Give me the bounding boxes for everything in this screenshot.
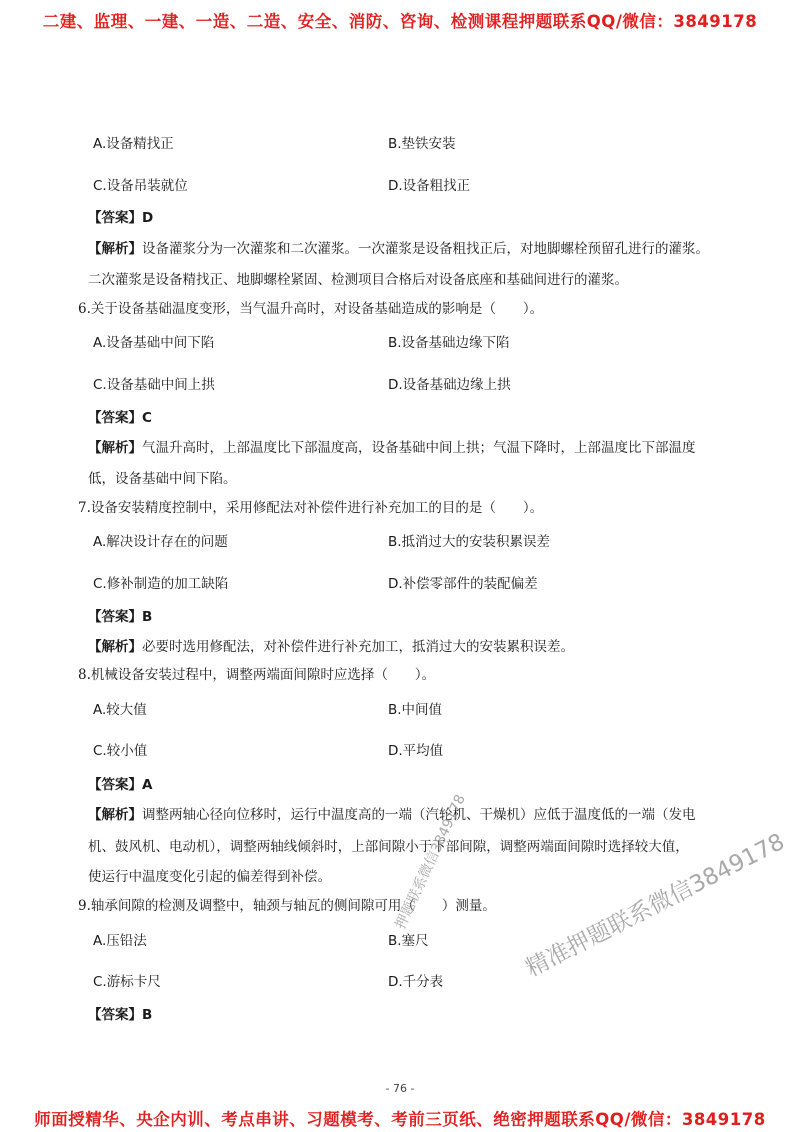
q6-option-c: C.设备基础中间上拱 [93, 377, 215, 393]
q9-option-d: D.千分表 [388, 974, 444, 990]
q7-question: 7.设备安装精度控制中，采用修配法对补偿件进行补充加工的目的是（ ）。 [78, 500, 544, 516]
q6-analysis-label: 【解析】 [88, 440, 142, 456]
q5-option-c: C.设备吊装就位 [93, 178, 188, 194]
q7-option-a: A.解决设计存在的问题 [93, 534, 228, 550]
q6-analysis-line-2: 低，设备基础中间下陷。 [88, 471, 237, 487]
q8-analysis-line-3: 使运行中温度变化引起的偏差得到补偿。 [88, 869, 331, 885]
q6-question: 6.关于设备基础温度变形，当气温升高时，对设备基础造成的影响是（ ）。 [78, 301, 544, 317]
q5-analysis-line-2: 二次灌浆是设备精找正、地脚螺栓紧固、检测项目合格后对设备底座和基础间进行的灌浆。 [88, 272, 628, 288]
q8-option-c: C.较小值 [93, 743, 148, 759]
q9-answer: 【答案】B [88, 1007, 153, 1023]
q9-option-a: A.压铅法 [93, 933, 147, 949]
q5-analysis-text-1: 设备灌浆分为一次灌浆和二次灌浆。一次灌浆是设备粗找正后，对地脚螺栓预留孔进行的灌浆。 [142, 241, 709, 257]
header-banner: 二建、监理、一建、一造、二造、安全、消防、咨询、检测课程押题联系QQ/微信：3849178 [42, 12, 758, 31]
q6-analysis-line-1 [88, 439, 696, 457]
q7-analysis-text-1: 必要时选用修配法，对补偿件进行补充加工，抵消过大的安装累积误差。 [142, 639, 574, 655]
q7-analysis-label: 【解析】 [88, 639, 142, 655]
q5-option-b: B.垫铁安装 [388, 136, 456, 152]
q8-answer: 【答案】A [88, 777, 153, 793]
q7-option-d: D.补偿零部件的装配偏差 [388, 576, 538, 592]
q7-option-b: B.抵消过大的安装积累误差 [388, 534, 551, 550]
q5-analysis-label: 【解析】 [88, 241, 142, 257]
q6-analysis-text-1: 气温升高时，上部温度比下部温度高，设备基础中间上拱；气温下降时，上部温度比下部温度 [142, 440, 696, 456]
q8-analysis-label: 【解析】 [88, 807, 142, 823]
watermark-small: 押题联系微信3849178 [392, 792, 469, 932]
q9-question: 9.轴承间隙的检测及调整中，轴颈与轴瓦的侧间隙可用（ ）测量。 [78, 898, 496, 914]
watermark-large: 精准押题联系微信3849178 [521, 828, 789, 983]
q5-answer: 【答案】D [88, 210, 154, 226]
page-number: - 76 - [385, 1082, 415, 1095]
q6-option-a: A.设备基础中间下陷 [93, 335, 215, 351]
q8-option-a: A.较大值 [93, 702, 147, 718]
q8-analysis-line-2: 机、鼓风机、电动机），调整两轴线倾斜时，上部间隙小于下部间隙，调整两端面间隙时选择较大值， [88, 839, 689, 855]
q7-analysis-line-1 [88, 638, 574, 656]
q7-option-c: C.修补制造的加工缺陷 [93, 576, 229, 592]
q6-option-d: D.设备基础边缘上拱 [388, 377, 511, 393]
q9-option-c: C.游标卡尺 [93, 974, 161, 990]
q8-analysis-text-1: 调整两轴心径向位移时，运行中温度高的一端（汽轮机、干燥机）应低于温度低的一端（发电 [142, 807, 696, 823]
q7-answer: 【答案】B [88, 609, 153, 625]
q5-analysis-line-1 [88, 240, 709, 258]
q5-option-a: A.设备精找正 [93, 136, 174, 152]
q8-option-d: D.平均值 [388, 743, 444, 759]
q9-option-b: B.塞尺 [388, 933, 429, 949]
q8-question: 8.机械设备安装过程中，调整两端面间隙时应选择（ ）。 [78, 667, 436, 683]
q8-option-b: B.中间值 [388, 702, 443, 718]
q6-answer: 【答案】C [88, 410, 152, 426]
footer-banner: 师面授精华、央企内训、考点串讲、习题模考、考前三页纸、绝密押题联系QQ/微信：3849178 [34, 1110, 766, 1129]
q6-option-b: B.设备基础边缘下陷 [388, 335, 510, 351]
q5-option-d: D.设备粗找正 [388, 178, 471, 194]
q8-analysis-line-1 [88, 806, 696, 824]
